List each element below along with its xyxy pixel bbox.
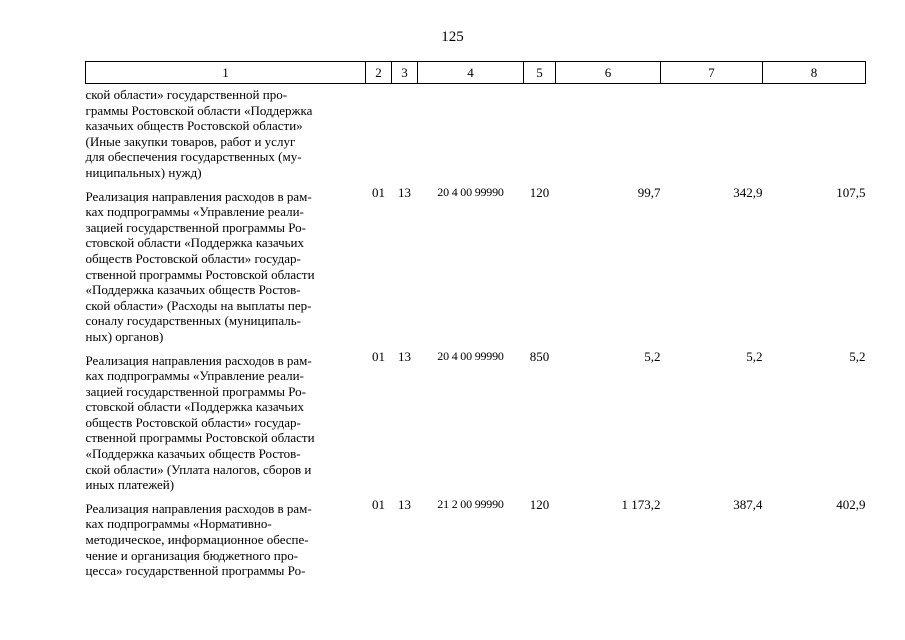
description-line: ках подпрограммы «Управление реали-	[85, 368, 304, 384]
description-line: стовской области «Поддержка казачьих	[85, 399, 305, 415]
cell-year-1	[556, 84, 661, 185]
description-line: иных платежей)	[85, 477, 175, 493]
table-row	[86, 349, 866, 497]
cell-rz: 01	[372, 348, 385, 364]
page-number: 125	[441, 29, 464, 45]
table-row	[86, 84, 866, 185]
column-header-2: 2	[366, 62, 392, 84]
row-description	[86, 84, 366, 185]
description-line: (Иные закупки товаров, работ и услуг	[85, 133, 296, 149]
cell-rz: 01	[372, 496, 385, 512]
cell-year-2: 5,2	[746, 348, 763, 364]
description-line: казачьих обществ Ростовской области»	[85, 118, 303, 134]
cell-rz	[366, 84, 392, 185]
cell-year-3	[763, 84, 866, 185]
column-header-8: 8	[763, 62, 866, 84]
description-line: ках подпрограммы «Управление реали-	[85, 204, 304, 220]
table-header-row	[86, 62, 866, 84]
budget-table	[85, 61, 866, 583]
row-description	[86, 349, 366, 497]
cell-pr: 13	[398, 184, 411, 200]
cell-pr: 13	[398, 348, 411, 364]
description-line: граммы Ростовской области «Поддержка	[85, 102, 313, 118]
cell-vr: 120	[529, 496, 550, 512]
row-description	[86, 497, 366, 583]
column-header-6: 6	[556, 62, 661, 84]
cell-year-3: 107,5	[836, 184, 866, 200]
description-line: ках подпрограммы «Нормативно-	[85, 516, 272, 532]
description-line: цесса» государственной программы Ро-	[85, 563, 306, 579]
cell-pr: 13	[398, 496, 411, 512]
cell-year-3: 5,2	[849, 348, 866, 364]
cell-rz: 01	[372, 184, 385, 200]
description-line: для обеспечения государственных (му-	[85, 149, 302, 165]
description-line: ниципальных) нужд)	[85, 164, 202, 180]
cell-csr: 20 4 00 99990	[437, 348, 504, 363]
cell-year-1: 99,7	[637, 184, 661, 200]
cell-csr: 21 2 00 99990	[437, 496, 504, 511]
column-header-1: 1	[86, 62, 366, 84]
description-line: зацией государственной программы Ро-	[85, 383, 306, 399]
description-line: методическое, информационное обеспе-	[85, 532, 309, 548]
description-line: ской области» (Расходы на выплаты пер-	[85, 297, 312, 313]
cell-csr: 20 4 00 99990	[437, 184, 504, 199]
description-line: стовской области «Поддержка казачьих	[85, 235, 305, 251]
description-line: обществ Ростовской области» государ-	[85, 414, 301, 430]
cell-year-3: 402,9	[836, 496, 866, 512]
table-row	[86, 497, 866, 583]
description-line: соналу государственных (муниципаль-	[85, 313, 301, 329]
description-line: «Поддержка казачьих обществ Ростов-	[85, 282, 301, 298]
cell-year-2: 342,9	[733, 184, 763, 200]
cell-year-1: 1 173,2	[621, 496, 661, 512]
description-line: «Поддержка казачьих обществ Ростов-	[85, 446, 301, 462]
description-line: ской области» государственной про-	[85, 87, 288, 102]
cell-vr	[524, 84, 556, 185]
description-line: ственной программы Ростовской области	[85, 266, 315, 282]
description-line: Реализация направления расходов в рам-	[85, 500, 312, 516]
column-header-3: 3	[392, 62, 418, 84]
description-line: ных) органов)	[85, 328, 164, 344]
cell-year-2: 387,4	[733, 496, 763, 512]
description-line: обществ Ростовской области» государ-	[85, 250, 301, 266]
description-line: Реализация направления расходов в рам-	[85, 188, 312, 204]
description-line: ской области» (Уплата налогов, сборов и	[85, 461, 312, 477]
column-header-4: 4	[418, 62, 524, 84]
cell-vr: 120	[529, 184, 550, 200]
cell-csr	[418, 84, 524, 185]
description-line: зацией государственной программы Ро-	[85, 219, 306, 235]
description-line: Реализация направления расходов в рам-	[85, 352, 312, 368]
column-header-7: 7	[661, 62, 763, 84]
row-description	[86, 185, 366, 349]
cell-pr	[392, 84, 418, 185]
table-row	[86, 185, 866, 349]
column-header-5: 5	[524, 62, 556, 84]
description-line: ственной программы Ростовской области	[85, 430, 315, 446]
cell-year-2	[661, 84, 763, 185]
cell-vr: 850	[529, 348, 550, 364]
description-line: чение и организация бюджетного про-	[85, 547, 299, 563]
cell-year-1: 5,2	[644, 348, 661, 364]
